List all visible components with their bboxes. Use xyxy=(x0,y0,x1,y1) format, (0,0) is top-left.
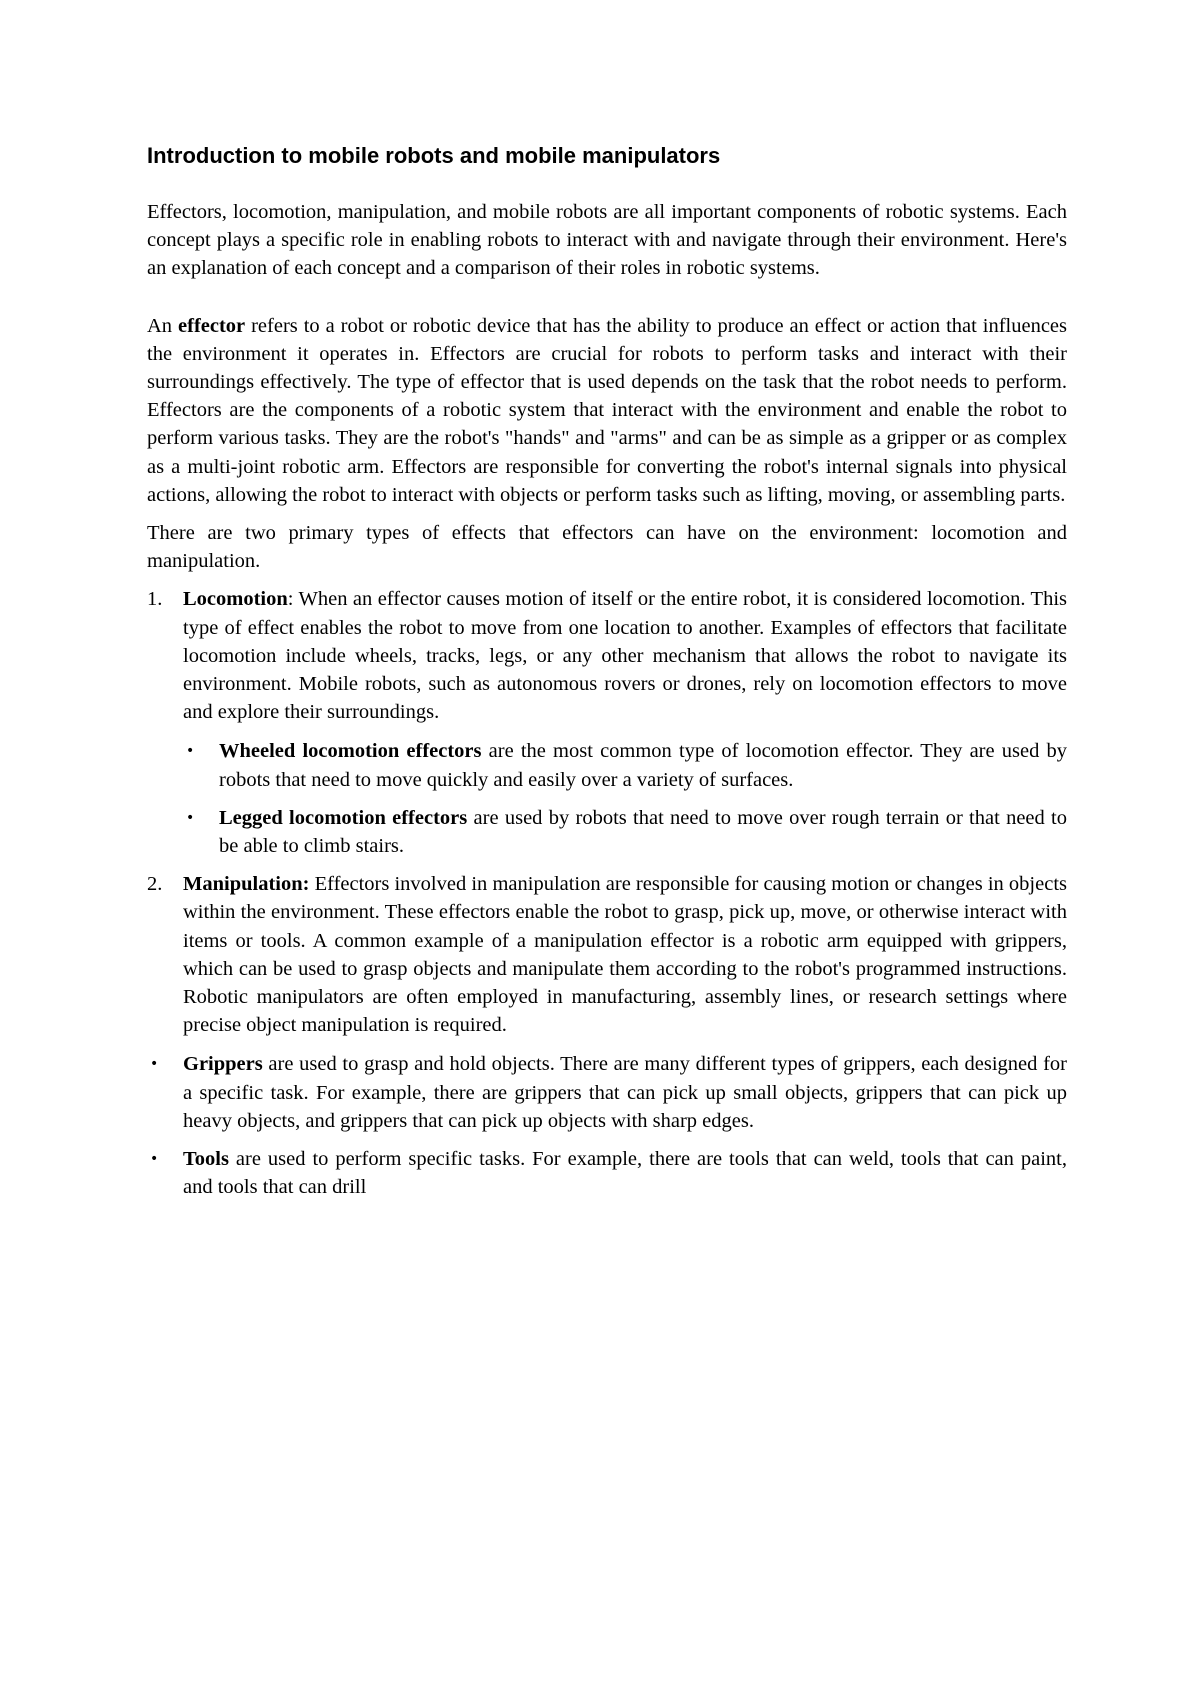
locomotion-term: Locomotion xyxy=(183,588,288,611)
manipulation-term: Manipulation: xyxy=(183,873,310,896)
intro-paragraph: Effectors, locomotion, manipulation, and mobile robots are all important components of robotic systems. Each concept plays a specific role in enabling robots to interact with and navigate through their environment. Here's an explanation of each concept and a comparison of their roles in robotic systems. xyxy=(147,201,1067,280)
document-title: Introduction to mobile robots and mobile manipulators xyxy=(147,143,721,168)
legged-term: Legged locomotion effectors xyxy=(219,806,468,829)
list-number: 2. xyxy=(147,873,163,896)
grippers-text: are used to grasp and hold objects. There are many different types of grippers, each designed for a specific task. For example, there are grippers that can pick up small objects, grippers that can pick up heavy objects, and grippers that can pick up objects with sharp edges. xyxy=(183,1053,1067,1132)
effector-paragraph xyxy=(147,312,1067,509)
list-number: 1. xyxy=(147,588,163,611)
document-page xyxy=(147,142,1067,1212)
bullet-item-grippers xyxy=(147,1050,1067,1135)
bullet-item-wheeled xyxy=(147,737,1067,793)
wheeled-term: Wheeled locomotion effectors xyxy=(219,740,482,763)
tools-term: Tools xyxy=(183,1148,229,1171)
effector-text: refers to a robot or robotic device that has the ability to produce an effect or action that influences the environment it operates in. Effectors are crucial for robots to perform tasks and interact with their surroundings effectively. The type of effector that is used depends on the task that the robot needs to perform. Effectors are the components of a robotic system that interact with the environment and enable the robot to perform various tasks. They are the robot's "hands" and "arms" and can be as simple as a gripper or as complex as a multi-joint robotic arm. Effectors are responsible for converting the robot's internal signals into physical actions, allowing the robot to interact with objects or perform tasks such as lifting, moving, or assembling parts. xyxy=(147,314,1068,506)
effector-prefix: An xyxy=(147,314,179,337)
bullet-icon: • xyxy=(150,1056,159,1073)
bullet-item-tools xyxy=(147,1145,1067,1201)
bullet-item-legged xyxy=(147,804,1067,860)
grippers-term: Grippers xyxy=(183,1053,263,1076)
list-item-manipulation xyxy=(147,870,1067,1201)
legged-text: are used by robots that need to move over rough terrain or that need to be able to climb stairs. xyxy=(219,806,1068,858)
bullet-icon: • xyxy=(186,809,195,826)
manipulation-bullets xyxy=(150,1050,1067,1201)
wheeled-text: are the most common type of locomotion effector. They are used by robots that need to move quickly and easily over a variety of surfaces. xyxy=(219,740,1067,791)
types-intro-paragraph: There are two primary types of effects that effectors can have on the environment: locomotion and manipulation. xyxy=(147,522,1067,573)
locomotion-text: : When an effector causes motion of itself or the entire robot, it is considered locomotion. This type of effect enables the robot to move from one location to another. Examples of effectors that facilitate locomotion include wheels, tracks, legs, or any other mechanism that allows the robot to navigate its environment. Mobile robots, such as autonomous rovers or drones, rely on locomotion effectors to move and explore their surroundings. xyxy=(183,588,1067,724)
locomotion-bullets xyxy=(183,737,1067,860)
bullet-icon: • xyxy=(150,1151,159,1168)
bullet-icon: • xyxy=(186,743,195,760)
manipulation-text: Effectors involved in manipulation are responsible for causing motion or changes in objects within the environment. These effectors enable the robot to grasp, pick up, move, or otherwise interact with items or tools. A common example of a manipulation effector is a robotic arm equipped with grippers, which can be used to grasp objects and manipulate them according to the robot's programmed instructions. Robotic manipulators are often employed in manufacturing, assembly lines, or research settings where precise object manipulation is required. xyxy=(183,873,1067,1037)
list-item-locomotion xyxy=(147,585,1067,860)
effect-types-list xyxy=(147,585,1067,1201)
effector-term: effector xyxy=(178,314,246,337)
tools-text: are used to perform specific tasks. For example, there are tools that can weld, tools that can paint, and tools that can drill xyxy=(183,1148,1067,1199)
